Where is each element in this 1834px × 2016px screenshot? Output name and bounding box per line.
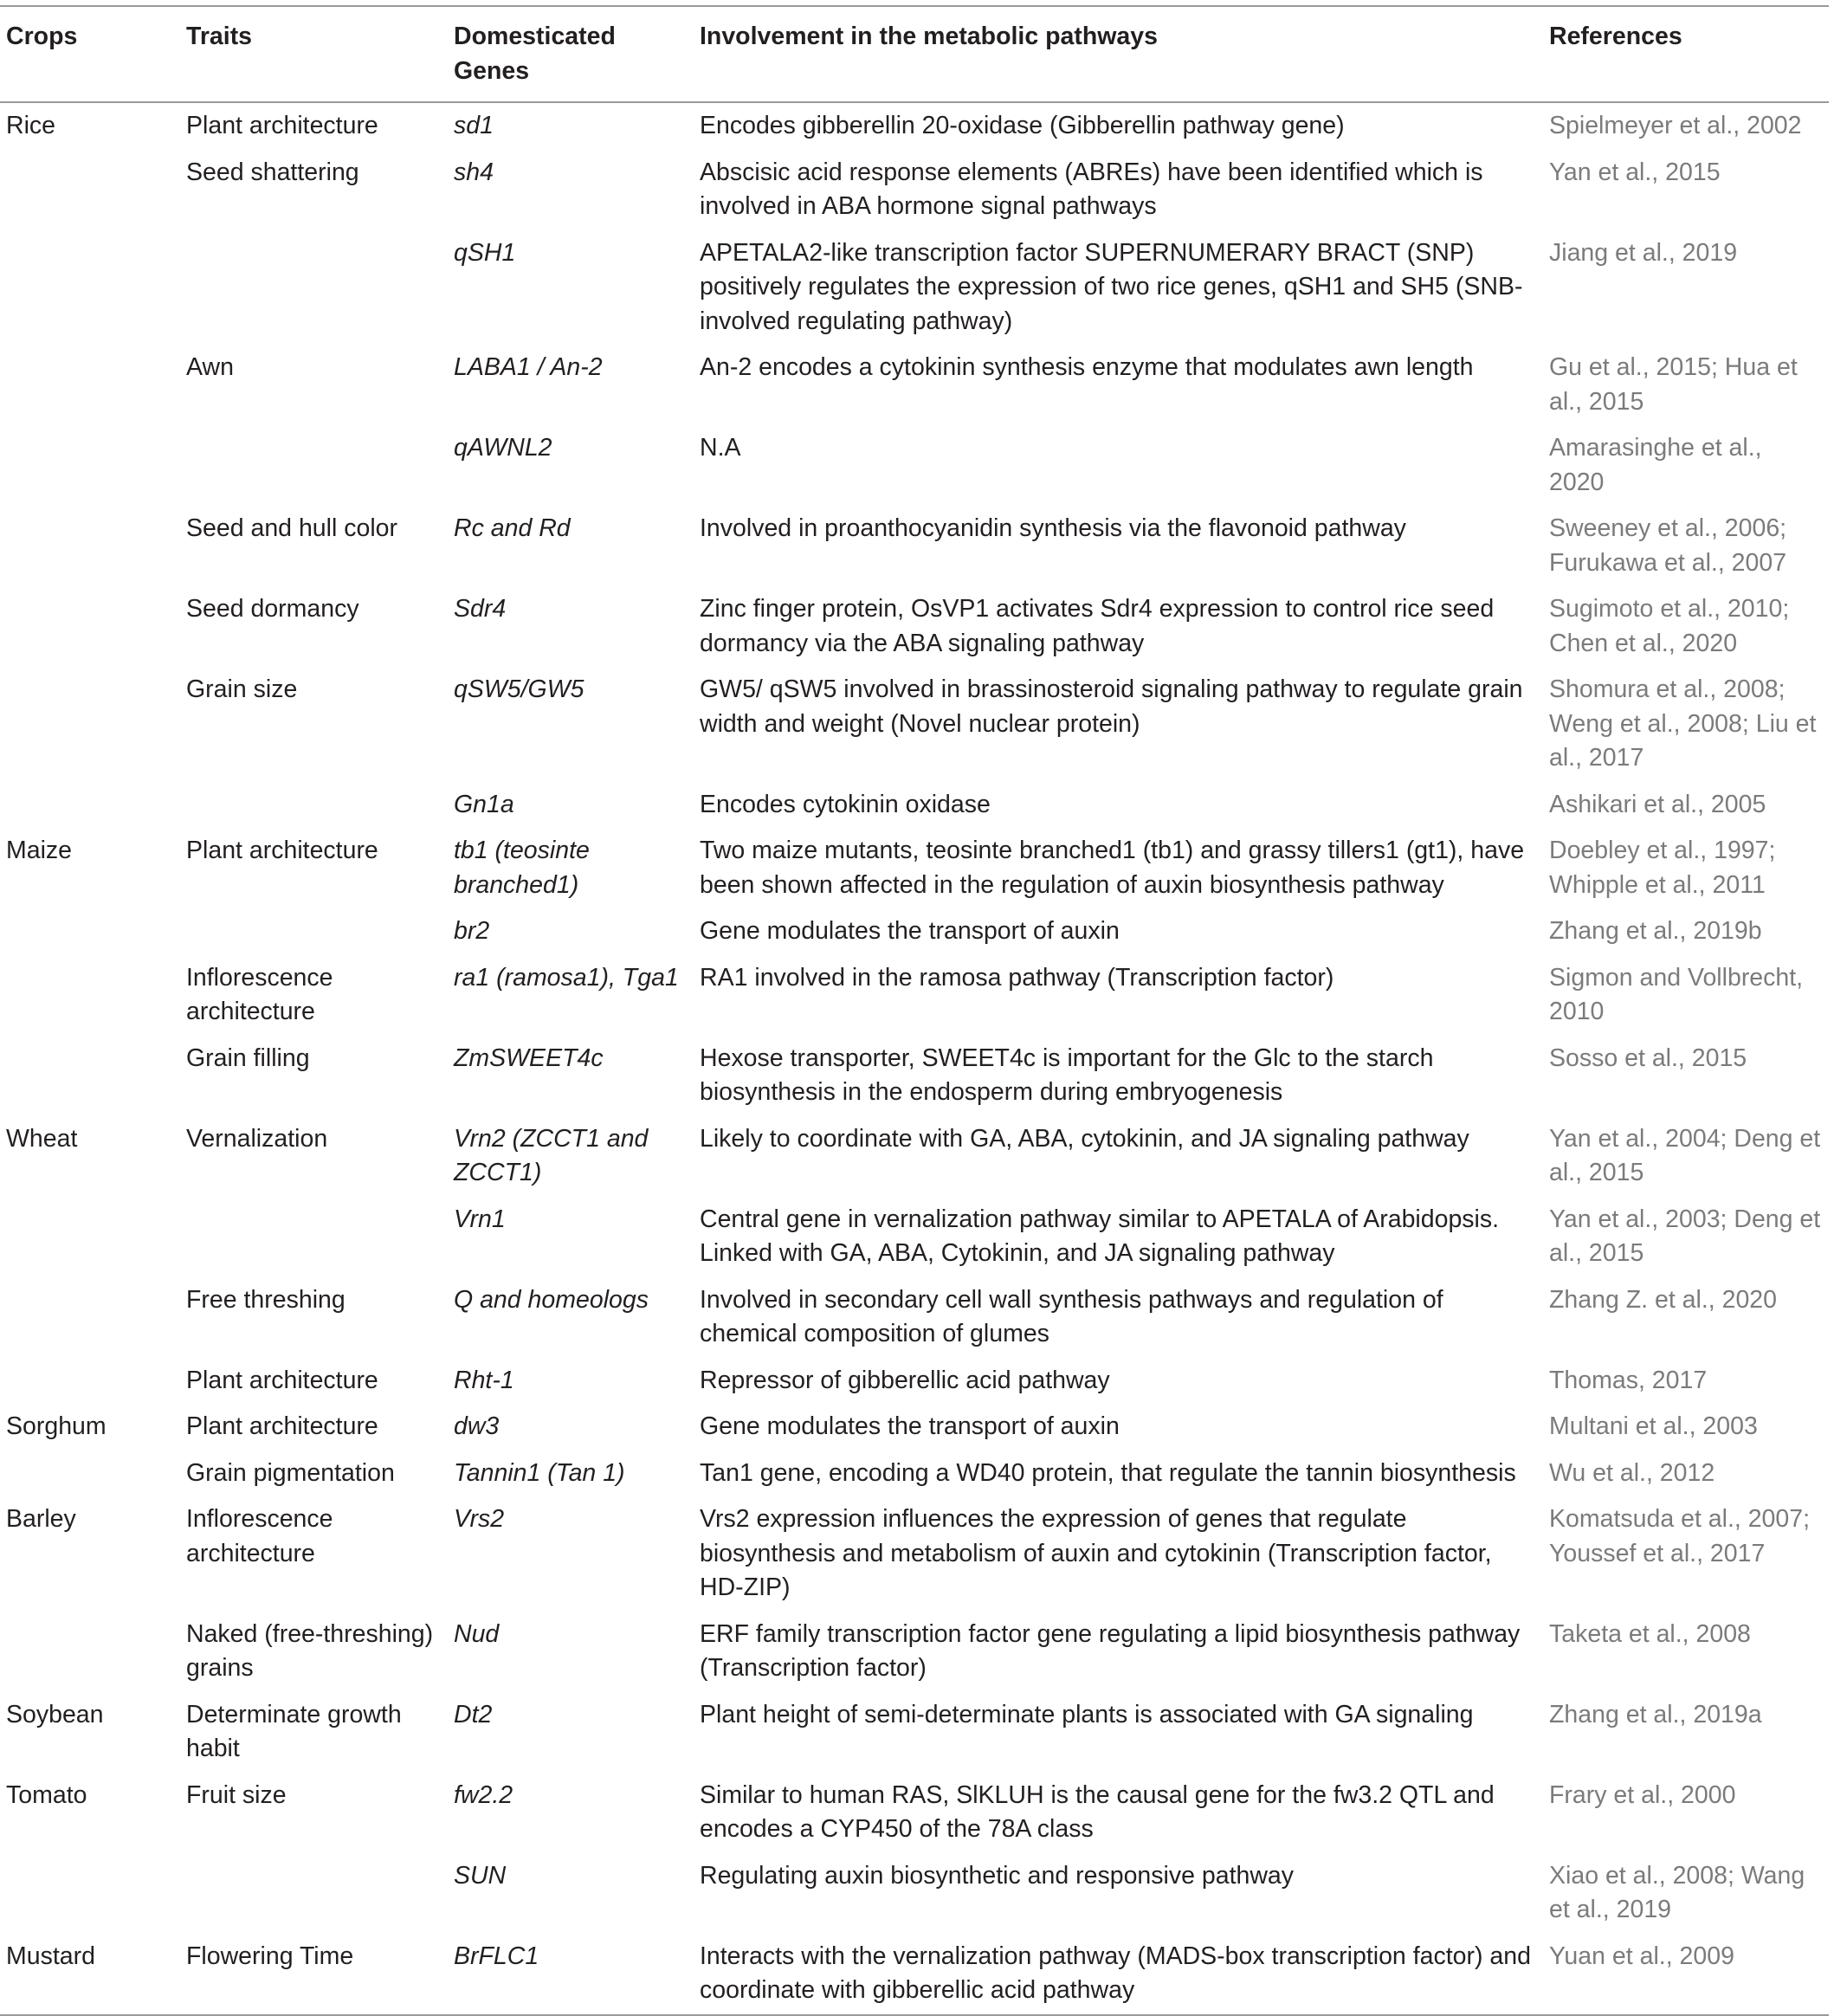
cell-gene: LABA1 / An-2 — [454, 353, 603, 381]
cell-crop — [0, 1853, 180, 1934]
cell-trait: Grain filling — [186, 1044, 310, 1072]
cell-pathway: Interacts with the vernalization pathway (MADS-box transcription factor) and coordinate with gibberellic acid pathway — [700, 1942, 1531, 2004]
cell-pathway: Hexose transporter, SWEET4c is important for the Glc to the starch biosynthesis in the endosperm during embryogenesis — [700, 1044, 1434, 1106]
cell-reference: Taketa et al., 2008 — [1549, 1619, 1751, 1648]
cell-crop: Mustard — [6, 1942, 95, 1970]
table-row — [0, 1934, 1829, 2015]
cell-pathway: Zinc finger protein, OsVP1 activates Sdr4 expression to control rice seed dormancy via the ABA signaling pathway — [700, 595, 1495, 657]
table-row — [0, 782, 1829, 829]
cell-pathway: Plant height of semi-determinate plants is associated with GA signaling — [700, 1700, 1474, 1728]
cell-trait: Awn — [186, 353, 234, 381]
cell-crop — [0, 345, 180, 425]
cell-reference: Sweeney et al., 2006; Furukawa et al., 2007 — [1549, 514, 1787, 577]
cell-gene: Vrs2 — [454, 1505, 505, 1533]
cell-trait: Plant architecture — [186, 837, 378, 864]
cell-gene: qSH1 — [454, 238, 516, 267]
cell-trait: Seed shattering — [186, 158, 359, 186]
cell-pathway: Tan1 gene, encoding a WD40 protein, that regulate the tannin biosynthesis — [700, 1458, 1516, 1487]
cell-gene: dw3 — [454, 1412, 500, 1440]
cell-pathway: Abscisic acid response elements (ABREs) have been identified which is involved in ABA hormone signal pathways — [700, 158, 1483, 220]
cell-gene: Nud — [454, 1619, 500, 1648]
header-traits: Traits — [186, 23, 253, 50]
table-row — [0, 1773, 1829, 1853]
cell-gene: Vrn2 (ZCCT1 and ZCCT1) — [454, 1124, 649, 1186]
table-row — [0, 667, 1829, 782]
cell-reference: Gu et al., 2015; Hua et al., 2015 — [1549, 353, 1798, 416]
cell-reference: Wu et al., 2012 — [1549, 1458, 1715, 1487]
cell-trait: Flowering Time — [186, 1942, 354, 1970]
cell-trait: Vernalization — [186, 1124, 328, 1153]
cell-reference: Komatsuda et al., 2007; Youssef et al., 2017 — [1549, 1505, 1811, 1567]
table-row — [0, 828, 1829, 908]
cell-crop — [0, 586, 180, 667]
cell-trait: Plant architecture — [186, 1412, 378, 1440]
cell-gene: qAWNL2 — [454, 434, 552, 462]
cell-gene: qSW5/GW5 — [454, 675, 584, 703]
table-row — [0, 1612, 1829, 1692]
cell-gene: SUN — [454, 1861, 507, 1890]
cell-crop — [0, 1197, 180, 1277]
cell-pathway: Repressor of gibberellic acid pathway — [700, 1366, 1110, 1394]
cell-crop: Barley — [6, 1505, 76, 1533]
cell-reference: Yan et al., 2004; Deng et al., 2015 — [1549, 1124, 1821, 1186]
table-row — [0, 1451, 1829, 1497]
header-references: References — [1549, 23, 1682, 50]
cell-reference: Amarasinghe et al., 2020 — [1549, 434, 1762, 496]
cell-trait: Inflorescence architecture — [186, 963, 333, 1025]
cell-crop: Sorghum — [6, 1412, 107, 1440]
cell-pathway: ERF family transcription factor gene regulating a lipid biosynthesis pathway (Transcription factor) — [700, 1619, 1521, 1682]
cell-gene: br2 — [454, 917, 490, 945]
cell-reference: Xiao et al., 2008; Wang et al., 2019 — [1549, 1861, 1805, 1923]
table-row — [0, 1496, 1829, 1612]
table-body — [0, 102, 1829, 2015]
table-row — [0, 955, 1829, 1036]
cell-pathway: Gene modulates the transport of auxin — [700, 917, 1120, 945]
header-genes: Domesticated Genes — [454, 23, 616, 85]
cell-reference: Frary et al., 2000 — [1549, 1780, 1736, 1809]
cell-pathway: Encodes cytokinin oxidase — [700, 790, 991, 818]
table-row — [0, 1116, 1829, 1197]
cell-reference: Zhang Z. et al., 2020 — [1549, 1285, 1777, 1314]
header-row — [0, 6, 1829, 102]
cell-pathway: Encodes gibberellin 20-oxidase (Gibberellin pathway gene) — [700, 112, 1345, 139]
cell-crop: Soybean — [6, 1700, 104, 1728]
cell-pathway: Gene modulates the transport of auxin — [700, 1412, 1120, 1440]
cell-crop: Wheat — [6, 1124, 78, 1153]
cell-crop — [0, 1451, 180, 1497]
table-row — [0, 1853, 1829, 1934]
cell-gene: Vrn1 — [454, 1205, 506, 1233]
cell-reference: Doebley et al., 1997; Whipple et al., 2011 — [1549, 837, 1776, 899]
cell-pathway: Vrs2 expression influences the expression of genes that regulate biosynthesis and metabolism of auxin and cytokinin (Transcription factor, HD-ZIP) — [700, 1505, 1492, 1601]
cell-pathway: Similar to human RAS, SlKLUH is the causal gene for the fw3.2 QTL and encodes a CYP450 of the 78A class — [700, 1780, 1495, 1843]
cell-gene: sd1 — [454, 112, 494, 139]
cell-gene: ra1 (ramosa1), Tga1 — [454, 963, 679, 992]
table-row — [0, 230, 1829, 346]
cell-reference: Yan et al., 2015 — [1549, 158, 1721, 186]
cell-gene: Rht-1 — [454, 1366, 514, 1394]
cell-trait: Seed dormancy — [186, 595, 359, 623]
cell-trait: Plant architecture — [186, 112, 378, 139]
cell-trait: Seed and hull color — [186, 514, 398, 542]
cell-pathway: RA1 involved in the ramosa pathway (Transcription factor) — [700, 963, 1334, 992]
cell-pathway: N.A — [700, 434, 741, 462]
cell-crop — [0, 955, 180, 1036]
cell-crop — [0, 908, 180, 955]
cell-trait — [180, 1853, 448, 1934]
table-row — [0, 425, 1829, 506]
cell-pathway: Likely to coordinate with GA, ABA, cytokinin, and JA signaling pathway — [700, 1124, 1469, 1153]
cell-gene: sh4 — [454, 158, 494, 186]
cell-reference: Yuan et al., 2009 — [1549, 1942, 1734, 1970]
cell-crop: Maize — [6, 837, 73, 864]
table-row — [0, 908, 1829, 955]
cell-trait: Fruit size — [186, 1780, 287, 1809]
cell-reference: Sigmon and Vollbrecht, 2010 — [1549, 963, 1804, 1025]
header-pathways: Involvement in the metabolic pathways — [700, 23, 1158, 50]
cell-trait: Inflorescence architecture — [186, 1505, 333, 1567]
cell-gene: Dt2 — [454, 1700, 493, 1728]
cell-gene: Sdr4 — [454, 595, 507, 623]
cell-trait: Grain size — [186, 675, 298, 703]
gene-table — [0, 5, 1829, 2016]
cell-reference: Thomas, 2017 — [1549, 1366, 1708, 1394]
cell-crop — [0, 230, 180, 346]
table-row — [0, 102, 1829, 150]
cell-crop — [0, 1036, 180, 1116]
cell-trait: Plant architecture — [186, 1366, 378, 1394]
table-header — [0, 6, 1829, 102]
table-row — [0, 586, 1829, 667]
cell-trait — [180, 1197, 448, 1277]
cell-reference: Multani et al., 2003 — [1549, 1412, 1758, 1440]
cell-trait — [180, 908, 448, 955]
cell-reference: Jiang et al., 2019 — [1549, 238, 1738, 267]
table-row — [0, 1404, 1829, 1451]
cell-gene: tb1 (teosinte branched1) — [454, 837, 590, 899]
cell-trait — [180, 230, 448, 346]
cell-reference: Zhang et al., 2019a — [1549, 1700, 1762, 1728]
cell-crop — [0, 425, 180, 506]
cell-reference: Ashikari et al., 2005 — [1549, 790, 1766, 818]
cell-trait — [180, 425, 448, 506]
cell-gene: Gn1a — [454, 790, 514, 818]
table-row — [0, 1692, 1829, 1773]
cell-reference: Zhang et al., 2019b — [1549, 917, 1762, 945]
cell-reference: Yan et al., 2003; Deng et al., 2015 — [1549, 1205, 1821, 1267]
cell-reference: Spielmeyer et al., 2002 — [1549, 112, 1802, 139]
cell-reference: Shomura et al., 2008; Weng et al., 2008; Liu et al., 2017 — [1549, 675, 1817, 772]
cell-crop — [0, 782, 180, 829]
cell-pathway: Regulating auxin biosynthetic and responsive pathway — [700, 1861, 1295, 1890]
cell-gene: Rc and Rd — [454, 514, 571, 542]
cell-crop: Tomato — [6, 1780, 87, 1809]
table-row — [0, 345, 1829, 425]
table-row — [0, 1036, 1829, 1116]
cell-gene: BrFLC1 — [454, 1942, 539, 1970]
cell-trait: Grain pigmentation — [186, 1458, 395, 1487]
cell-pathway: Involved in secondary cell wall synthesis pathways and regulation of chemical composition of glumes — [700, 1285, 1443, 1347]
cell-crop — [0, 506, 180, 586]
cell-gene: ZmSWEET4c — [454, 1044, 604, 1072]
cell-pathway: Involved in proanthocyanidin synthesis via the flavonoid pathway — [700, 514, 1406, 542]
cell-gene: fw2.2 — [454, 1780, 513, 1809]
cell-pathway: An-2 encodes a cytokinin synthesis enzyme that modulates awn length — [700, 353, 1474, 381]
cell-crop — [0, 1612, 180, 1692]
cell-pathway: Two maize mutants, teosinte branched1 (tb1) and grassy tillers1 (gt1), have been shown affected in the regulation of auxin biosynthesis pathway — [700, 837, 1525, 899]
cell-gene: Q and homeologs — [454, 1285, 649, 1314]
cell-trait — [180, 782, 448, 829]
cell-reference: Sosso et al., 2015 — [1549, 1044, 1747, 1072]
cell-reference: Sugimoto et al., 2010; Chen et al., 2020 — [1549, 595, 1790, 657]
cell-gene: Tannin1 (Tan 1) — [454, 1458, 625, 1487]
cell-crop — [0, 667, 180, 782]
table-row — [0, 506, 1829, 586]
cell-crop — [0, 1358, 180, 1405]
cell-trait: Naked (free-threshing) grains — [186, 1619, 434, 1682]
cell-crop — [0, 150, 180, 230]
header-crops: Crops — [6, 23, 78, 50]
table-row — [0, 150, 1829, 230]
cell-pathway: GW5/ qSW5 involved in brassinosteroid signaling pathway to regulate grain width and weight (Novel nuclear protein) — [700, 675, 1523, 738]
table-row — [0, 1358, 1829, 1405]
cell-trait: Free threshing — [186, 1285, 345, 1314]
table-row — [0, 1277, 1829, 1358]
cell-pathway: APETALA2-like transcription factor SUPERNUMERARY BRACT (SNP) positively regulates the expression of two rice genes, qSH1 and SH5 (SNB-involved regulating pathway) — [700, 238, 1523, 335]
table-row — [0, 1197, 1829, 1277]
cell-pathway: Central gene in vernalization pathway similar to APETALA of Arabidopsis. Linked with GA, ABA, Cytokinin, and JA signaling pathway — [700, 1205, 1500, 1267]
cell-crop — [0, 1277, 180, 1358]
cell-trait: Determinate growth habit — [186, 1700, 402, 1762]
cell-crop: Rice — [6, 112, 56, 139]
